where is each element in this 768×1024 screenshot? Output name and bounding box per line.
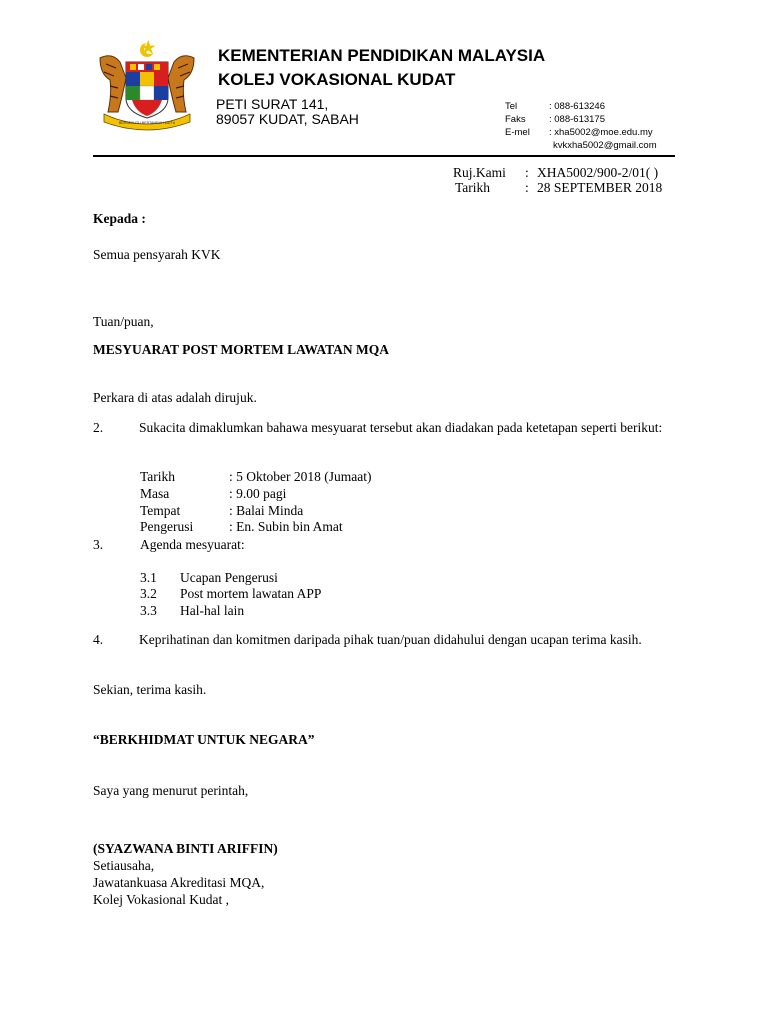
signer-title-2: Jawatankuasa Akreditasi MQA, — [93, 875, 265, 890]
contact-email — [505, 127, 685, 140]
detail-label: Pengerusi — [140, 519, 194, 534]
agenda-item: Post mortem lawatan APP — [180, 586, 322, 601]
contact-tel — [505, 101, 685, 114]
contact-email-value: : xha5002@moe.edu.my — [549, 127, 653, 138]
detail-label: Masa — [140, 486, 170, 501]
contact-fax-label: Faks — [505, 114, 526, 125]
closing: Sekian, terima kasih. — [93, 682, 207, 697]
signer-name: (SYAZWANA BINTI ARIFFIN) — [93, 841, 278, 856]
contact-email-label: E-mel — [505, 127, 530, 138]
paragraph-2-number: 2. — [93, 420, 104, 435]
contact-tel-value: : 088-613246 — [549, 101, 605, 112]
signer-title-3: Kolej Vokasional Kudat , — [93, 892, 229, 907]
paragraph-4-number: 4. — [93, 632, 104, 647]
agenda-number: 3.1 — [140, 570, 157, 585]
address-line-1: PETI SURAT 141, — [216, 96, 329, 112]
detail-value: : 5 Oktober 2018 (Jumaat) — [229, 469, 372, 484]
header-divider — [93, 155, 675, 157]
salutation: Tuan/puan, — [93, 314, 154, 329]
detail-value: : En. Subin bin Amat — [229, 519, 343, 534]
contact-email-2 — [505, 140, 685, 153]
ruj-sep: : — [525, 165, 529, 180]
agenda-number: 3.2 — [140, 586, 157, 601]
signoff: Saya yang menurut perintah, — [93, 783, 249, 798]
paragraph-4: Keprihatinan dan komitmen daripada pihak tuan/puan didahului dengan ucapan terima kasih. — [139, 632, 642, 647]
ruj-value: XHA5002/900-2/01( ) — [537, 165, 659, 180]
agenda-item: Ucapan Pengerusi — [180, 570, 278, 585]
contact-fax — [505, 114, 685, 127]
subject-heading: MESYUARAT POST MORTEM LAWATAN MQA — [93, 342, 390, 357]
contact-tel-label: Tel — [505, 101, 518, 112]
crest-motto-text: BERSEKUTU BERTAMBAH MUTU — [118, 121, 176, 125]
paragraph-3: Agenda mesyuarat: — [140, 537, 245, 552]
detail-value: : 9.00 pagi — [229, 486, 287, 501]
detail-label: Tarikh — [140, 469, 176, 484]
tarikh-label: Tarikh — [455, 180, 491, 195]
detail-label: Tempat — [140, 503, 181, 518]
coat-of-arms-crest-icon — [92, 38, 202, 134]
detail-value: : Balai Minda — [229, 503, 304, 518]
tarikh-sep: : — [525, 180, 529, 195]
paragraph-1: Perkara di atas adalah dirujuk. — [93, 390, 257, 405]
ruj-label: Ruj.Kami — [453, 165, 506, 180]
contact-block — [505, 101, 685, 153]
paragraph-2: Sukacita dimaklumkan bahawa mesyuarat tersebut akan diadakan pada ketetapan seperti berikut: — [139, 420, 663, 435]
kepada-label: Kepada : — [93, 211, 146, 226]
agenda-number: 3.3 — [140, 603, 157, 618]
contact-email-2-value: kvkxha5002@gmail.com — [553, 140, 657, 151]
agenda-item: Hal-hal lain — [180, 603, 245, 618]
tarikh-value: 28 SEPTEMBER 2018 — [537, 180, 663, 195]
recipient: Semua pensyarah KVK — [93, 247, 221, 262]
signer-title-1: Setiausaha, — [93, 858, 155, 873]
college-name: KOLEJ VOKASIONAL KUDAT — [218, 70, 456, 89]
paragraph-3-number: 3. — [93, 537, 104, 552]
contact-fax-value: : 088-613175 — [549, 114, 605, 125]
address-line-2: 89057 KUDAT, SABAH — [216, 111, 359, 127]
ministry-name: KEMENTERIAN PENDIDIKAN MALAYSIA — [218, 46, 546, 65]
motto: “BERKHIDMAT UNTUK NEGARA” — [93, 732, 315, 747]
